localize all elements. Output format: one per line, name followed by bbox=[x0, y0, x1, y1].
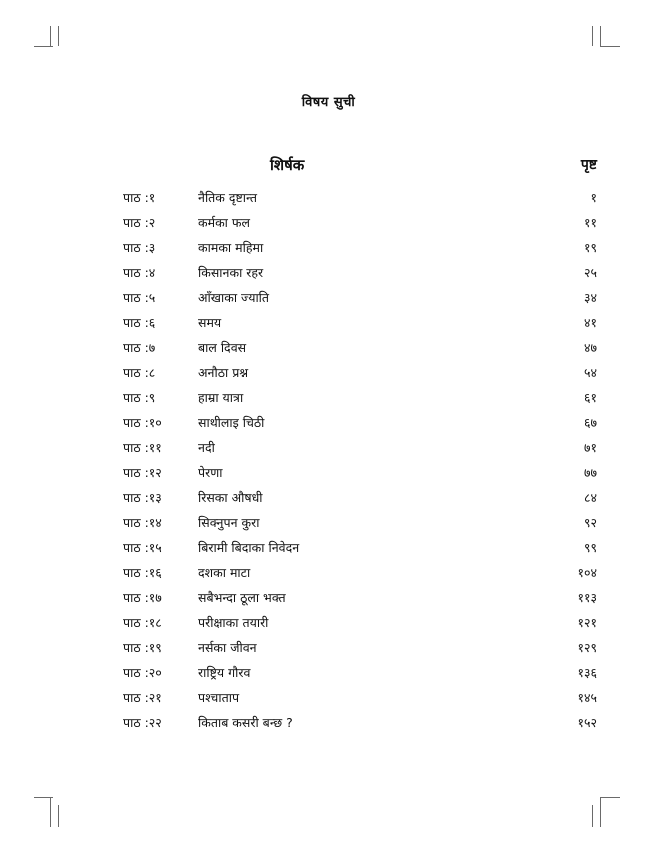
toc-page-number: ११ bbox=[583, 215, 597, 230]
toc-entry bbox=[0, 337, 657, 362]
toc-lesson-number: पाठ :७ bbox=[123, 340, 156, 355]
toc-entry bbox=[0, 587, 657, 612]
toc-entry bbox=[0, 437, 657, 462]
toc-lesson-number: पाठ :१ bbox=[123, 190, 156, 205]
toc-entry bbox=[0, 312, 657, 337]
toc-lesson-number: पाठ :४ bbox=[123, 265, 156, 280]
toc-lesson-title: राष्ट्रिय गौरव bbox=[198, 665, 251, 680]
toc-lesson-number: पाठ :८ bbox=[123, 365, 156, 380]
toc-lesson-title: बाल दिवस bbox=[198, 340, 247, 355]
toc-lesson-title: आँखाका ज्याति bbox=[198, 290, 270, 305]
toc-lesson-title: परीक्षाका तयारी bbox=[198, 615, 269, 630]
toc-page-number: ८४ bbox=[583, 490, 597, 505]
toc-lesson-title: दशका माटा bbox=[198, 565, 251, 580]
crop-mark-bottom-left bbox=[50, 797, 51, 827]
crop-mark-top-left bbox=[34, 46, 53, 47]
crop-mark-bottom-left bbox=[58, 805, 59, 827]
toc-lesson-number: पाठ :१४ bbox=[123, 515, 162, 530]
toc-lesson-title: किताब कसरी बन्छ ? bbox=[198, 715, 293, 730]
toc-entry bbox=[0, 387, 657, 412]
toc-entry bbox=[0, 262, 657, 287]
toc-lesson-number: पाठ :३ bbox=[123, 240, 156, 255]
toc-lesson-number: पाठ :१९ bbox=[123, 640, 162, 655]
column-heading-page: पृष्ट bbox=[580, 157, 597, 173]
toc-entry bbox=[0, 287, 657, 312]
toc-entry bbox=[0, 212, 657, 237]
toc-lesson-number: पाठ :२२ bbox=[123, 715, 162, 730]
toc-lesson-title: नदी bbox=[198, 440, 215, 455]
crop-mark-top-left bbox=[50, 26, 51, 46]
toc-lesson-number: पाठ :२ bbox=[123, 215, 156, 230]
toc-page-number: ४१ bbox=[583, 315, 597, 330]
toc-entry bbox=[0, 487, 657, 512]
toc-lesson-number: पाठ :६ bbox=[123, 315, 156, 330]
toc-page-number: ७७ bbox=[583, 465, 597, 480]
toc-lesson-title: हाम्रा यात्रा bbox=[198, 390, 244, 405]
toc-page-number: ९२ bbox=[583, 515, 597, 530]
toc-entry bbox=[0, 637, 657, 662]
toc-page-number: ६१ bbox=[583, 390, 597, 405]
page-title: विषय सुची bbox=[301, 95, 356, 110]
toc-lesson-title: नैतिक दृष्टान्त bbox=[198, 190, 258, 205]
crop-mark-top-right bbox=[592, 26, 593, 46]
toc-lesson-number: पाठ :११ bbox=[123, 440, 162, 455]
toc-lesson-number: पाठ :१८ bbox=[123, 615, 162, 630]
toc-page-number: १३६ bbox=[577, 665, 597, 680]
toc-page-number: १२९ bbox=[577, 640, 597, 655]
toc-lesson-number: पाठ :२० bbox=[123, 665, 162, 680]
toc-lesson-title: बिरामी बिदाका निवेदन bbox=[198, 540, 300, 555]
toc-lesson-title: समय bbox=[198, 315, 222, 330]
toc-lesson-number: पाठ :५ bbox=[123, 290, 156, 305]
toc-lesson-title: पश्चाताप bbox=[198, 690, 240, 705]
toc-lesson-number: पाठ :१७ bbox=[123, 590, 162, 605]
crop-mark-bottom-right bbox=[600, 797, 601, 827]
toc-page-number: १९ bbox=[583, 240, 597, 255]
crop-mark-bottom-right bbox=[600, 797, 620, 798]
toc-lesson-title: साथीलाइ चिठी bbox=[198, 415, 265, 430]
crop-mark-top-left bbox=[58, 26, 59, 46]
crop-mark-top-right bbox=[600, 26, 601, 46]
toc-page-number: ७१ bbox=[583, 440, 597, 455]
toc-entry bbox=[0, 662, 657, 687]
toc-entry bbox=[0, 362, 657, 387]
toc-lesson-number: पाठ :१३ bbox=[123, 490, 162, 505]
toc-entry bbox=[0, 512, 657, 537]
toc-lesson-number: पाठ :१५ bbox=[123, 540, 162, 555]
toc-page-number: १४५ bbox=[577, 690, 597, 705]
toc-lesson-title: नर्सका जीवन bbox=[198, 640, 257, 655]
toc-page-number: ४७ bbox=[583, 340, 597, 355]
toc-page-number: २५ bbox=[583, 265, 597, 280]
toc-page-number: ६७ bbox=[583, 415, 597, 430]
toc-lesson-title: कामका महिमा bbox=[198, 240, 264, 255]
toc-lesson-title: किसानका रहर bbox=[198, 265, 264, 280]
toc-entry bbox=[0, 462, 657, 487]
toc-lesson-title: अनौठा प्रश्न bbox=[198, 365, 249, 380]
toc-lesson-number: पाठ :९ bbox=[123, 390, 156, 405]
column-heading-title: शिर्षक bbox=[270, 156, 305, 174]
toc-lesson-number: पाठ :१० bbox=[123, 415, 162, 430]
toc-lesson-number: पाठ :१६ bbox=[123, 565, 162, 580]
toc-page-number: ५४ bbox=[583, 365, 597, 380]
crop-mark-bottom-right bbox=[592, 805, 593, 827]
toc-entry bbox=[0, 612, 657, 637]
toc-entry bbox=[0, 687, 657, 712]
toc-page-number: ९९ bbox=[583, 540, 597, 555]
toc-page-number: १५२ bbox=[577, 715, 597, 730]
toc-lesson-number: पाठ :२१ bbox=[123, 690, 162, 705]
toc-lesson-title: सिक्नुपन कुरा bbox=[198, 515, 260, 530]
toc-entry bbox=[0, 187, 657, 212]
toc-entry bbox=[0, 537, 657, 562]
toc-page-number: १०४ bbox=[577, 565, 597, 580]
toc-entry bbox=[0, 712, 657, 737]
toc-page-number: १ bbox=[590, 190, 597, 205]
toc-entry bbox=[0, 562, 657, 587]
toc-lesson-title: पेरणा bbox=[198, 465, 223, 480]
toc-page-number: ३४ bbox=[583, 290, 597, 305]
toc-entry bbox=[0, 237, 657, 262]
toc-page-number: ११३ bbox=[577, 590, 597, 605]
crop-mark-top-right bbox=[600, 46, 620, 47]
toc-lesson-title: रिसका औषधी bbox=[198, 490, 263, 505]
toc-lesson-title: कर्मका फल bbox=[198, 215, 250, 230]
toc-entry bbox=[0, 412, 657, 437]
table-of-contents bbox=[0, 187, 657, 737]
toc-lesson-title: सबैभन्दा ठूला भक्त bbox=[198, 590, 286, 605]
toc-page-number: १२१ bbox=[577, 615, 597, 630]
toc-lesson-number: पाठ :१२ bbox=[123, 465, 162, 480]
